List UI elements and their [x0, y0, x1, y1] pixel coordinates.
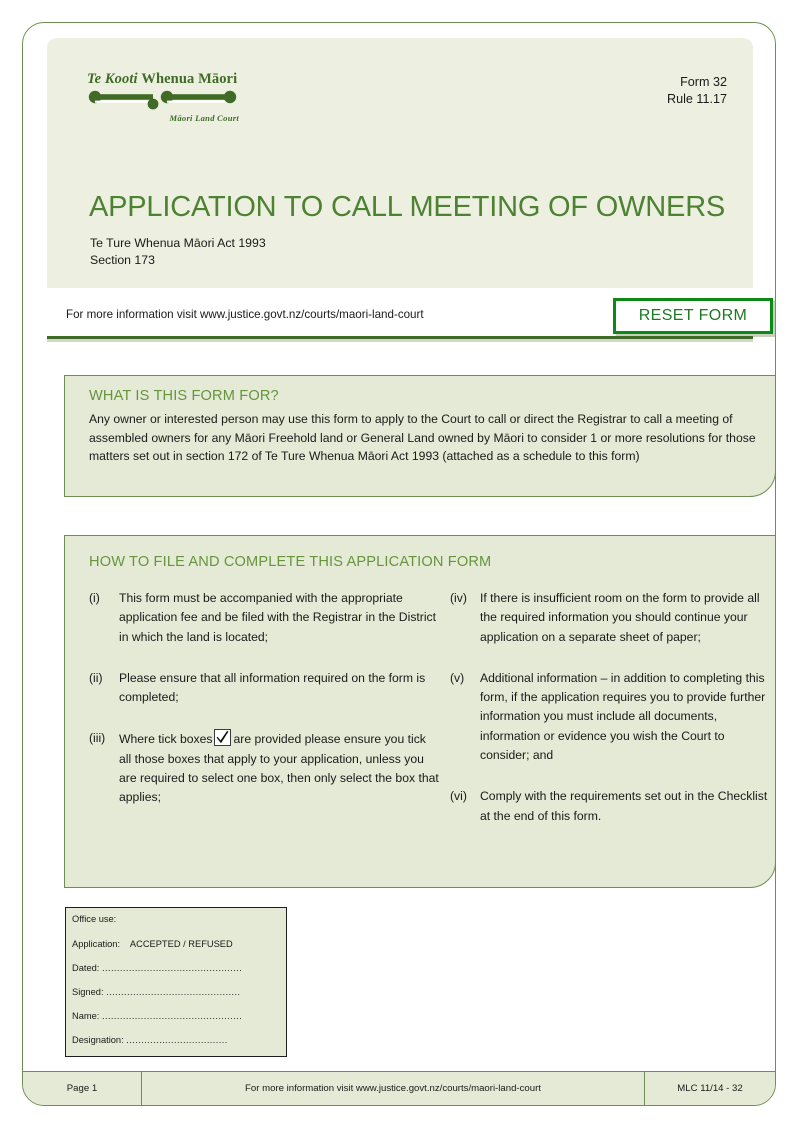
office-use-title: Office use:	[72, 914, 117, 924]
office-use-designation-label: Designation:	[72, 1035, 124, 1045]
instructions-column-left	[89, 589, 439, 830]
instruction-text	[119, 729, 439, 807]
what-is-this-form-for-body: Any owner or interested person may use this form to apply to the Court to call or direct the Registrar to call a meeting of assembled owners for any Māori Freehold land or General Land owned by Māori to consider 1 or more resolutions for those matters set out in section 172 of Te Ture Whenua Māori Act 1993 (attached as a schedule to this form)	[89, 412, 756, 464]
instruction-item	[450, 669, 770, 765]
office-use-dated-row	[72, 963, 278, 974]
how-to-file-panel	[64, 535, 776, 888]
form-meta	[667, 74, 727, 107]
instruction-marker: (i)	[89, 591, 100, 605]
reset-form-button[interactable]: RESET FORM	[613, 298, 773, 334]
office-use-designation-line[interactable]: ..................................	[126, 1035, 228, 1045]
footer-info-link[interactable]: For more information visit www.justice.govt.nz/courts/maori-land-court	[141, 1072, 645, 1105]
office-use-signed-row	[72, 987, 278, 998]
page-title: APPLICATION TO CALL MEETING OF OWNERS	[89, 191, 726, 223]
section-line: Section 173	[90, 253, 155, 267]
document-subtitle	[90, 235, 266, 269]
instruction-marker: (iv)	[450, 591, 467, 605]
what-is-this-form-for-panel	[64, 375, 776, 497]
office-use-application-options: ACCEPTED / REFUSED	[129, 939, 233, 949]
footer-document-code: MLC 11/14 - 32	[677, 1083, 743, 1094]
office-use-dated-line[interactable]: ...............................................	[102, 963, 243, 973]
instruction-marker: (iii)	[89, 731, 106, 746]
instruction-item	[89, 589, 439, 647]
office-use-name-label: Name:	[72, 1011, 100, 1021]
more-information-line: For more information visit www.justice.govt.nz/courts/maori-land-court	[66, 308, 424, 321]
instruction-item	[89, 729, 439, 807]
page-footer	[23, 1071, 775, 1105]
instruction-text: Additional information – in addition to completing this form, if the application requires you to provide further information you must include all documents, information or evidence you wish the Court to consider; and	[480, 670, 766, 763]
what-is-this-form-for-heading: WHAT IS THIS FORM FOR?	[89, 388, 279, 404]
instruction-item	[450, 787, 770, 826]
office-use-box	[65, 907, 287, 1057]
page-content	[23, 23, 775, 1105]
act-line: Te Ture Whenua Māori Act 1993	[90, 236, 266, 250]
logo-title-rest: Whenua Māori	[141, 71, 238, 87]
logo-title	[87, 71, 277, 88]
office-use-name-line[interactable]: ...............................................	[101, 1011, 243, 1021]
logo-title-italic: Te Kooti	[87, 71, 138, 87]
logo-subtitle: Māori Land Court	[169, 113, 239, 123]
instruction-text: If there is insufficient room on the form to provide all the required information you should continue your application on a separate sheet of paper;	[480, 591, 760, 644]
rule-number: Rule 11.17	[667, 91, 727, 106]
office-use-designation-row	[72, 1035, 278, 1046]
instruction-text: This form must be accompanied with the appropriate application fee and be filed with the Registrar in the District in which the land is located;	[119, 591, 437, 644]
header-divider	[47, 336, 753, 339]
instruction-text: Please ensure that all information required on the form is completed;	[119, 670, 426, 705]
instruction-text-after-tickbox: are provided please ensure you tick all those boxes that apply to your application, unless you are required to select one box, then only select the box that applies;	[119, 732, 439, 805]
instructions-column-right	[450, 589, 770, 848]
checkbox-checked-icon	[214, 729, 231, 746]
instruction-item	[450, 589, 770, 647]
instruction-text-before-tickbox: Where tick boxes	[119, 732, 213, 747]
how-to-file-heading: HOW TO FILE AND COMPLETE THIS APPLICATION FORM	[89, 554, 492, 570]
office-use-dated-label: Dated:	[72, 963, 100, 973]
maori-land-court-logo	[87, 71, 277, 123]
office-use-signed-line[interactable]: .............................................	[106, 987, 241, 997]
header-band	[47, 38, 753, 288]
instruction-marker: (v)	[450, 670, 465, 685]
instruction-text: Comply with the requirements set out in the Checklist at the end of this form.	[480, 789, 768, 823]
footer-page-number: Page 1	[66, 1083, 98, 1094]
instruction-marker: (ii)	[89, 670, 103, 685]
office-use-signed-label: Signed:	[72, 987, 104, 997]
logo-mark-icon	[87, 90, 239, 112]
office-use-application-row	[72, 939, 278, 950]
office-use-application-label: Application:	[72, 939, 121, 949]
instruction-marker: (vi)	[450, 789, 467, 804]
instruction-item	[89, 669, 439, 708]
office-use-name-row	[72, 1011, 278, 1022]
form-number: Form 32	[680, 75, 727, 89]
page-frame	[22, 22, 776, 1106]
